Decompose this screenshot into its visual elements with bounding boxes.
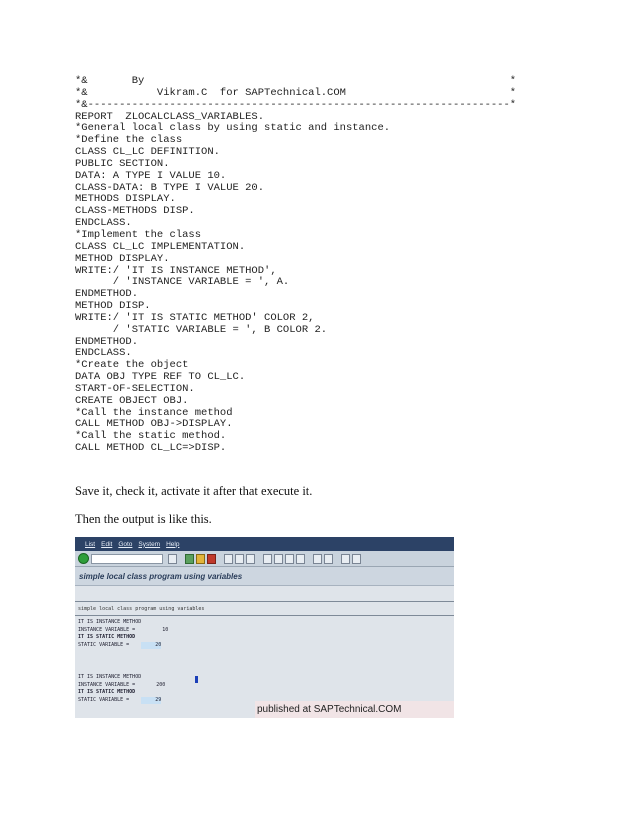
instance-method-line: IT IS INSTANCE METHOD <box>78 674 142 680</box>
help-icon[interactable] <box>341 554 350 564</box>
code-line: DATA: A TYPE I VALUE 10. <box>75 169 227 182</box>
list-title: simple local class program using variables <box>78 606 205 612</box>
menu-item-help[interactable]: Help <box>166 540 180 548</box>
instance-value: 200 <box>156 681 166 688</box>
sap-title-bar <box>75 567 454 586</box>
enter-icon[interactable] <box>78 553 89 564</box>
code-line: CLASS CL_LC IMPLEMENTATION. <box>75 240 246 253</box>
code-line: WRITE:/ 'IT IS STATIC METHOD' COLOR 2, <box>75 311 315 324</box>
new-session-icon[interactable] <box>313 554 322 564</box>
next-page-icon[interactable] <box>285 554 294 564</box>
output-intro-paragraph: Then the output is like this. <box>75 512 212 526</box>
static-method-line: IT IS STATIC METHOD <box>78 689 136 695</box>
code-line: ENDMETHOD. <box>75 335 139 348</box>
code-line: *General local class by using static and instance. <box>75 122 391 135</box>
output-block-2 <box>78 674 165 704</box>
instance-method-line: IT IS INSTANCE METHOD <box>78 619 142 625</box>
divider <box>75 601 454 602</box>
code-line: CALL METHOD OBJ->DISPLAY. <box>75 418 233 431</box>
static-method-line: IT IS STATIC METHOD <box>78 634 136 640</box>
static-variable-line: STATIC VARIABLE = 29 <box>78 696 162 703</box>
instance-value: 10 <box>162 626 169 633</box>
find-next-icon[interactable] <box>246 554 255 564</box>
print-icon[interactable] <box>224 554 233 564</box>
code-line: REPORT ZLOCALCLASS_VARIABLES. <box>75 110 265 123</box>
menu-item-goto[interactable]: Goto <box>118 540 133 548</box>
last-page-icon[interactable] <box>296 554 305 564</box>
code-line: WRITE:/ 'IT IS INSTANCE METHOD', <box>75 264 277 277</box>
shortcut-icon[interactable] <box>324 554 333 564</box>
first-page-icon[interactable] <box>263 554 272 564</box>
list-cursor <box>195 676 198 683</box>
divider <box>75 615 454 616</box>
watermark-banner: published at SAPTechnical.COM <box>255 701 454 718</box>
code-line: METHOD DISP. <box>75 300 151 313</box>
command-field[interactable] <box>91 554 163 564</box>
code-line: *Call the instance method <box>75 406 233 419</box>
instruction-paragraph: Save it, check it, activate it after that execute it. <box>75 484 313 498</box>
code-line: CLASS-METHODS DISP. <box>75 205 195 218</box>
static-value: 29 <box>141 697 161 705</box>
code-line: ENDMETHOD. <box>75 288 139 301</box>
code-line: ENDCLASS. <box>75 347 132 360</box>
code-line: CLASS-DATA: B TYPE I VALUE 20. <box>75 181 265 194</box>
menu-item-edit[interactable]: Edit <box>101 540 113 548</box>
code-line: START-OF-SELECTION. <box>75 382 195 395</box>
sap-menu-bar <box>75 537 454 551</box>
code-line: *&-------------------------------------------------------------------* <box>75 98 517 111</box>
code-line: *Define the class <box>75 134 183 147</box>
back-icon[interactable] <box>185 554 194 564</box>
instance-variable-line: INSTANCE VARIABLE = 200 <box>78 681 166 688</box>
sap-standard-toolbar <box>75 551 454 567</box>
menu-item-list[interactable]: List <box>85 540 96 548</box>
previous-page-icon[interactable] <box>274 554 283 564</box>
code-line: *& By * <box>75 75 517 87</box>
menu-item-system[interactable]: System <box>138 540 161 548</box>
sap-output-screenshot <box>75 537 454 718</box>
code-line: / 'STATIC VARIABLE = ', B COLOR 2. <box>75 323 328 336</box>
code-line: CALL METHOD CL_LC=>DISP. <box>75 442 227 455</box>
code-line: / 'INSTANCE VARIABLE = ', A. <box>75 276 290 289</box>
static-variable-line: STATIC VARIABLE = 20 <box>78 641 162 648</box>
exit-icon[interactable] <box>196 554 205 564</box>
code-line: *Create the object <box>75 359 189 372</box>
code-line: *Implement the class <box>75 228 202 241</box>
code-line: METHOD DISPLAY. <box>75 252 170 265</box>
code-line: METHODS DISPLAY. <box>75 193 176 206</box>
code-line: *Call the static method. <box>75 430 227 443</box>
code-line: CLASS CL_LC DEFINITION. <box>75 146 220 159</box>
code-line: *& Vikram.C for SAPTechnical.COM * <box>75 86 517 99</box>
layout-icon[interactable] <box>352 554 361 564</box>
save-icon[interactable] <box>168 554 177 564</box>
instance-variable-line: INSTANCE VARIABLE = 10 <box>78 626 169 633</box>
code-line: CREATE OBJECT OBJ. <box>75 394 189 407</box>
code-line: PUBLIC SECTION. <box>75 157 170 170</box>
static-value: 20 <box>141 642 161 650</box>
find-icon[interactable] <box>235 554 244 564</box>
program-title: simple local class program using variables <box>79 571 243 581</box>
abap-code-listing <box>75 76 535 455</box>
code-line: DATA OBJ TYPE REF TO CL_LC. <box>75 371 246 384</box>
cancel-icon[interactable] <box>207 554 216 564</box>
code-line: ENDCLASS. <box>75 217 132 230</box>
output-block-1 <box>78 619 168 649</box>
